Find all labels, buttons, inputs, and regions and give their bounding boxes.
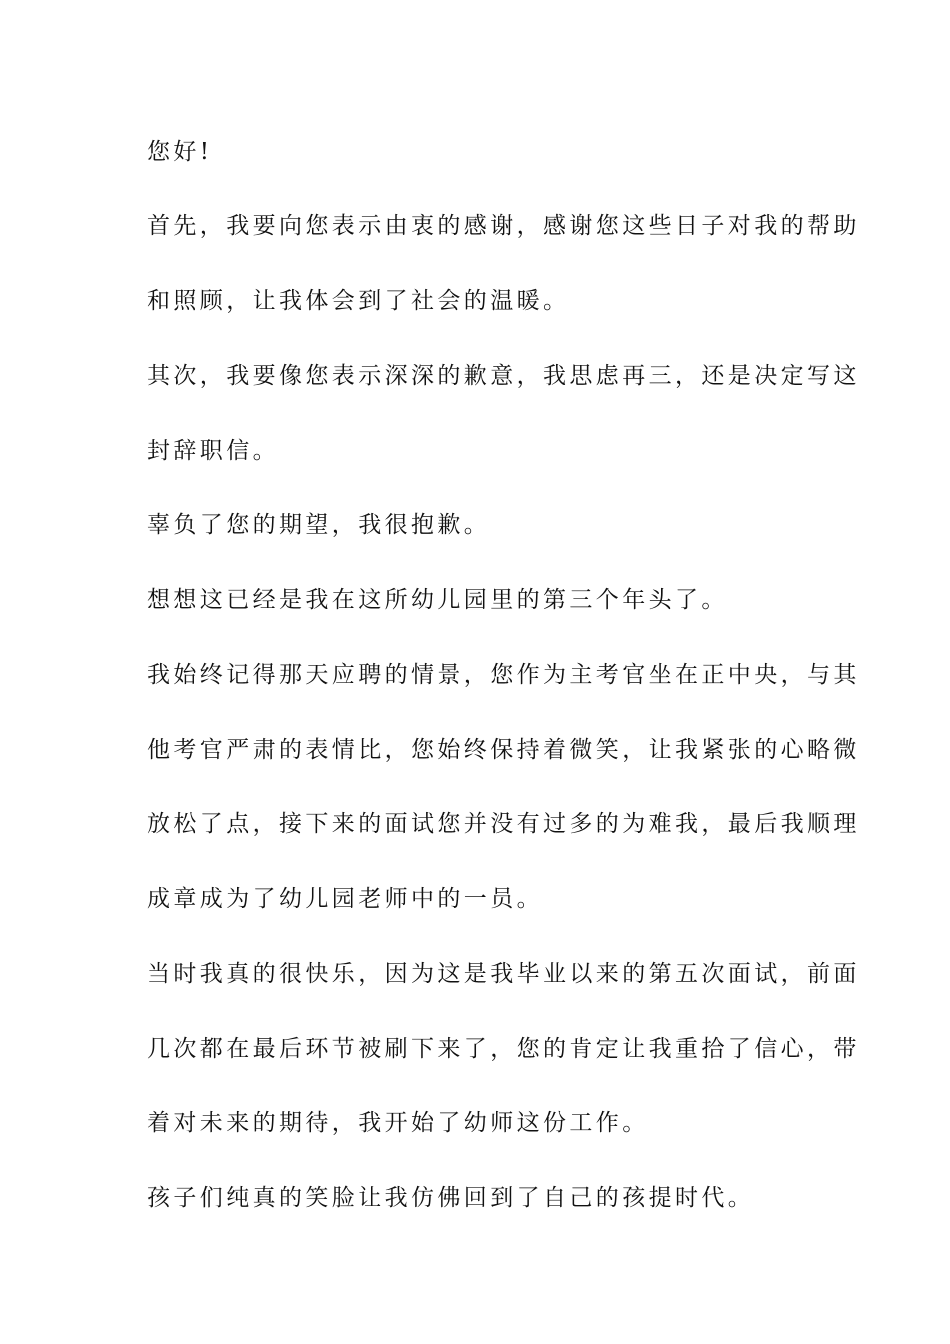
text-line: 封辞职信。: [147, 438, 279, 464]
text-line: 和照顾，让我体会到了社会的温暖。: [147, 288, 570, 314]
text-line: 成章成为了幼儿园老师中的一员。: [147, 886, 543, 912]
text-line: 几次都在最后环节被刷下来了，您的肯定让我重拾了信心，带: [147, 1036, 860, 1062]
text-line: 孩子们纯真的笑脸让我仿佛回到了自己的孩提时代。: [147, 1185, 755, 1211]
text-line: 放松了点，接下来的面试您并没有过多的为难我，最后我顺理: [147, 811, 860, 837]
text-line: 其次，我要像您表示深深的歉意，我思虑再三，还是决定写这: [147, 363, 860, 389]
text-line: 着对未来的期待，我开始了幼师这份工作。: [147, 1110, 649, 1136]
text-line: 辜负了您的期望，我很抱歉。: [147, 512, 491, 538]
text-line: 想想这已经是我在这所幼儿园里的第三个年头了。: [147, 587, 728, 613]
greeting-line: 您好!: [147, 139, 213, 165]
text-line: 我始终记得那天应聘的情景，您作为主考官坐在正中央，与其: [147, 662, 860, 688]
text-line: 当时我真的很快乐，因为这是我毕业以来的第五次面试，前面: [147, 961, 860, 987]
text-line: 首先，我要向您表示由衷的感谢，感谢您这些日子对我的帮助: [147, 213, 860, 239]
text-line: 他考官严肃的表情比，您始终保持着微笑，让我紧张的心略微: [147, 737, 860, 763]
